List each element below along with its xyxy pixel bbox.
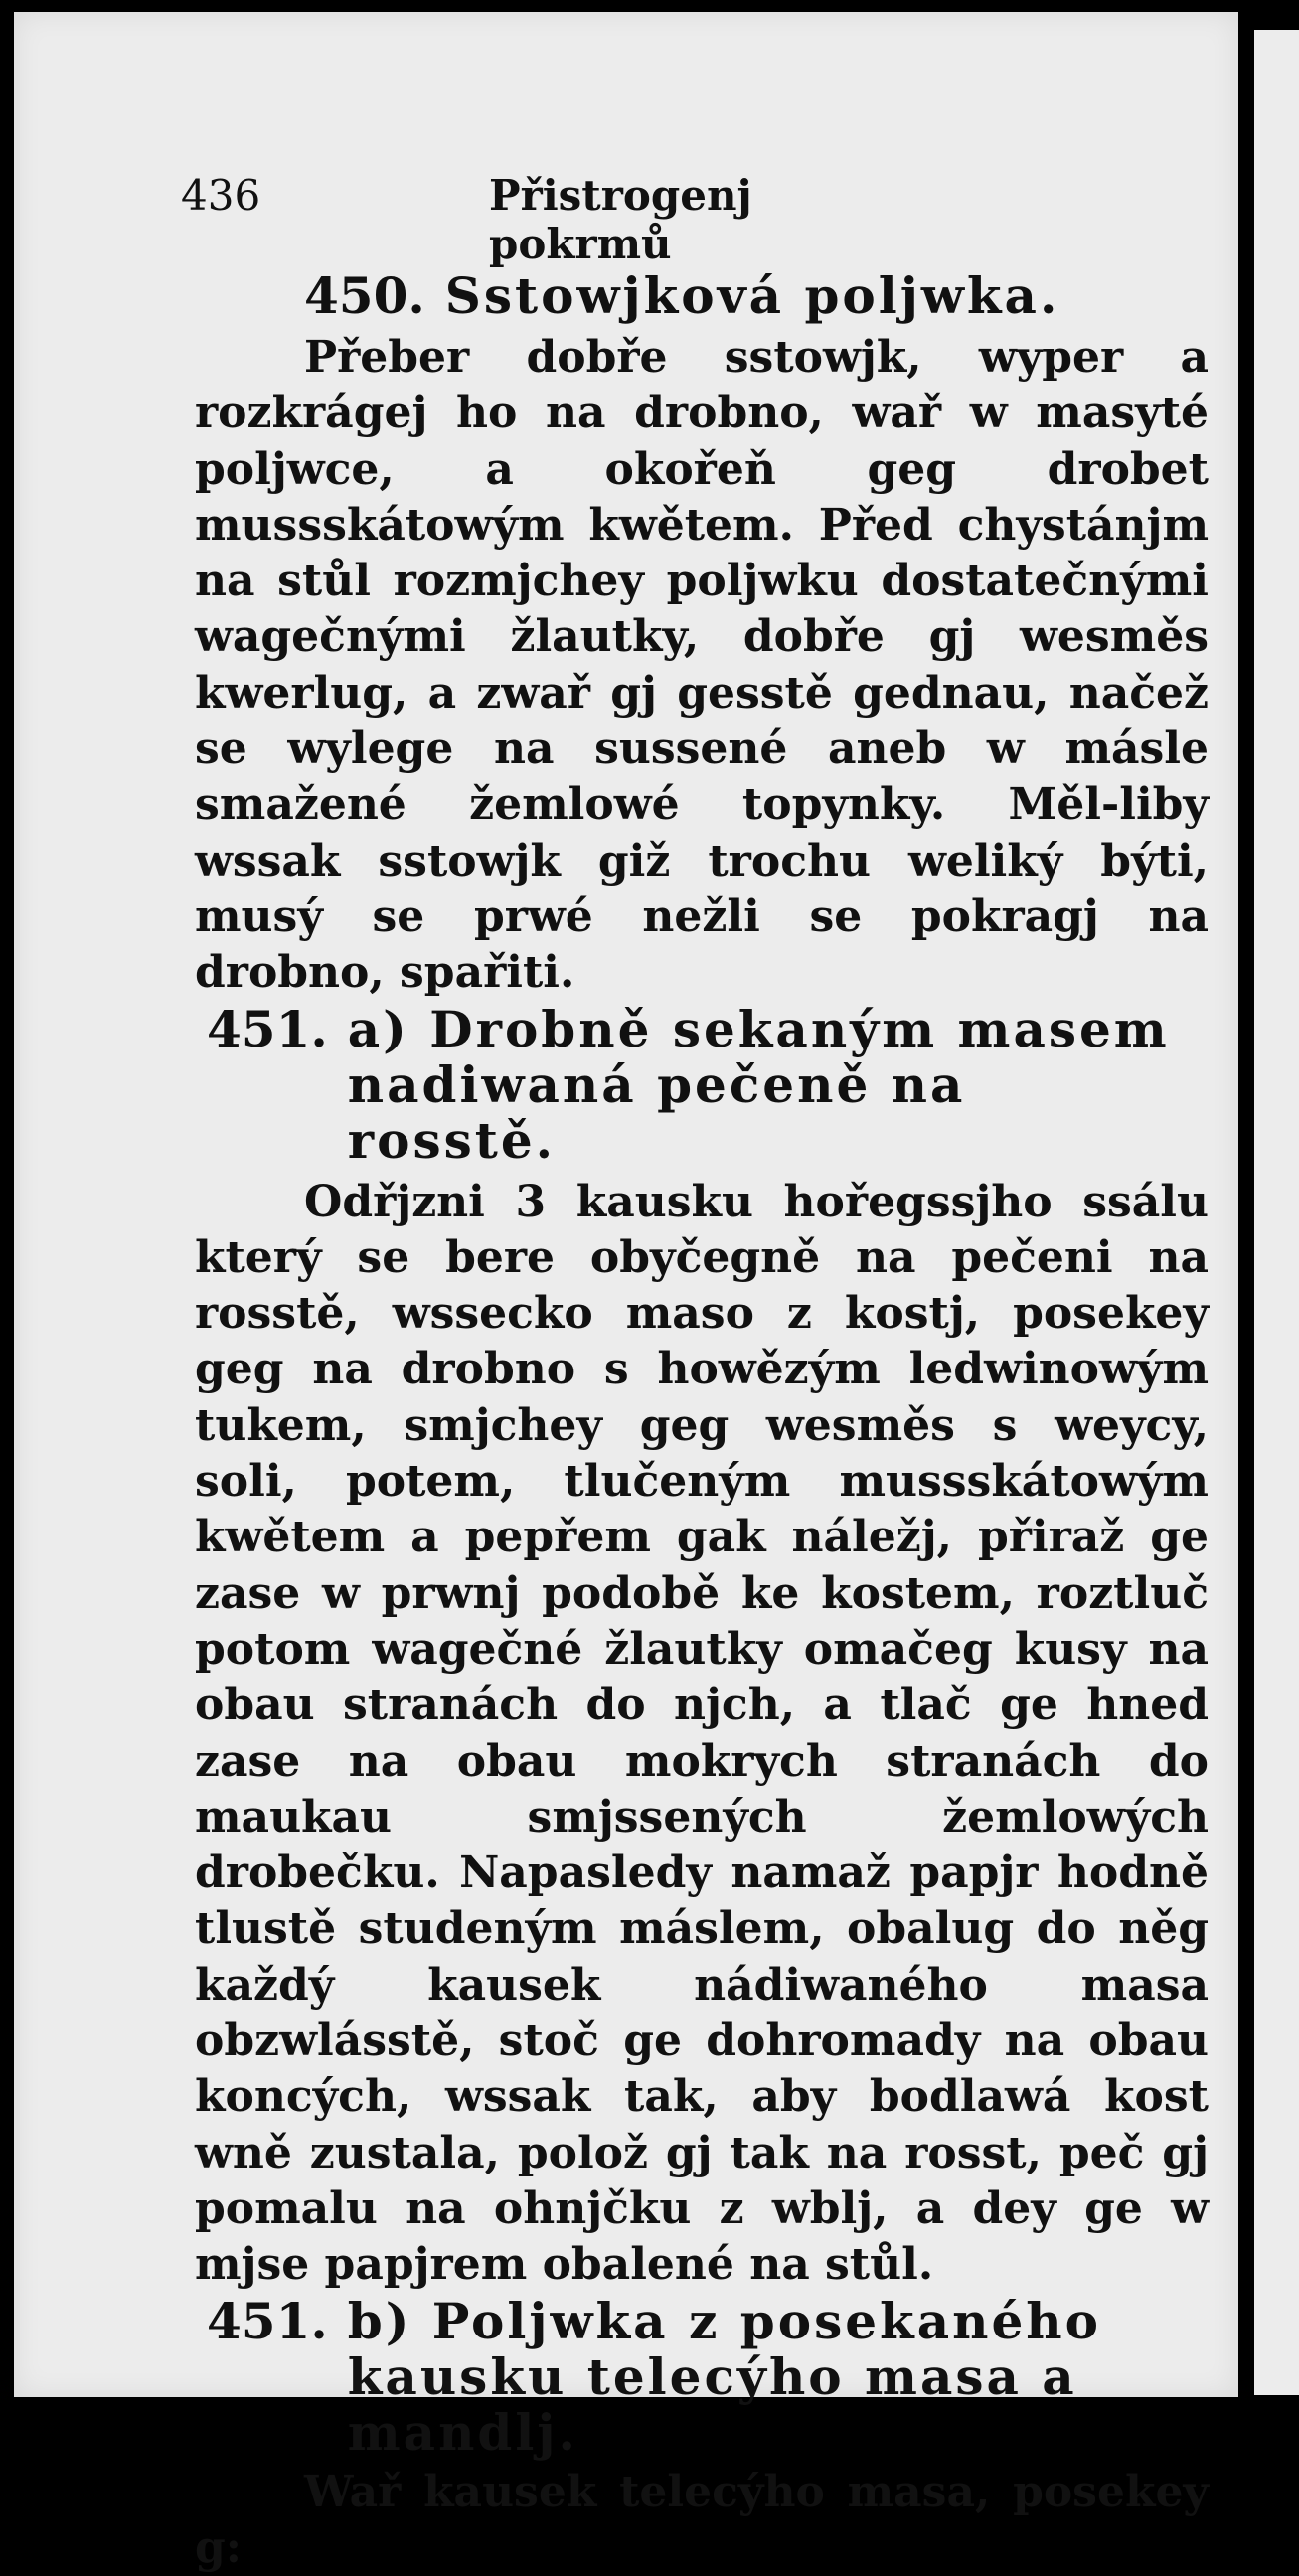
recipe-number: 451. xyxy=(207,2294,328,2461)
recipe-text: Přeber dobře sstowjk, wyper a rozkrágej ho na drobno, wař w masyté poljwce, a okořeň geg drobet mussskátowým kwětem. Před chystánjm na stůl rozmjchey poljwku dostatečnými wagečnými žlautky, dobře gj wesměs kwerlug, a zwař gj gesstě gednau, načež se wylege na sussené aneb w másle smažené žemlowé topynky. Měl-liby wssak sstowjk giž trochu weliký býti, musý se prwé nežli se pokragj na drobno, spařiti. xyxy=(195,330,1209,1002)
running-head: Přistrogenj pokrmů xyxy=(489,171,896,268)
recipe-number: 451. xyxy=(207,1002,328,1169)
book-page xyxy=(14,12,1238,2397)
page-header xyxy=(181,171,896,227)
adjacent-page-edge xyxy=(1254,30,1299,2395)
recipe-text: Wař kausek telecýho masa, posekey g: xyxy=(195,2465,1209,2576)
recipe-title: b) Poljwka z posekaného kausku telecýho masa a mandlj. xyxy=(348,2294,1183,2461)
recipe-heading xyxy=(207,1002,1209,1169)
recipe-451a xyxy=(195,1002,1209,2294)
recipe-text: Odřjzni 3 kausku hořegssjho ssálu který se bere obyčegně na pečeni na rosstě, wssecko maso z kostj, posekey geg na drobno s howězým ledwinowým tukem, smjchey geg wesměs s weycy, soli, potem, tlučeným mussskátowým kwětem a pepřem gak náležj, přiraž ge zase w prwnj podobě ke kostem, roztluč potom wagečné žlautky omačeg kusy na obau stranách do njch, a tlač ge hned zase na obau mokrych stranách do maukau smjssených žemlowých drobečku. Napasledy namaž papjr hodně tlustě studeným máslem, obalug do něg každý kausek nádiwaného masa obzwlásstě, stoč ge dohromady na obau koncých, wssak tak, aby bodlawá kost wně zustala, polož gj tak na rosst, peč gj pomalu na ohnjčku z wblj, a dey ge w mjse papjrem obalené na stůl. xyxy=(195,1175,1209,2294)
recipe-number: 450. xyxy=(304,268,425,324)
recipe-450 xyxy=(195,268,1209,1002)
page-number: 436 xyxy=(181,171,260,220)
recipe-451b xyxy=(195,2294,1209,2576)
page-content xyxy=(195,268,1209,2576)
recipe-title: a) Drobně sekaným masem nadiwaná pečeně na rosstě. xyxy=(348,1002,1183,1169)
recipe-heading xyxy=(207,2294,1209,2461)
recipe-title: Sstowjková poljwka. xyxy=(445,268,1060,324)
recipe-heading xyxy=(304,268,1209,324)
